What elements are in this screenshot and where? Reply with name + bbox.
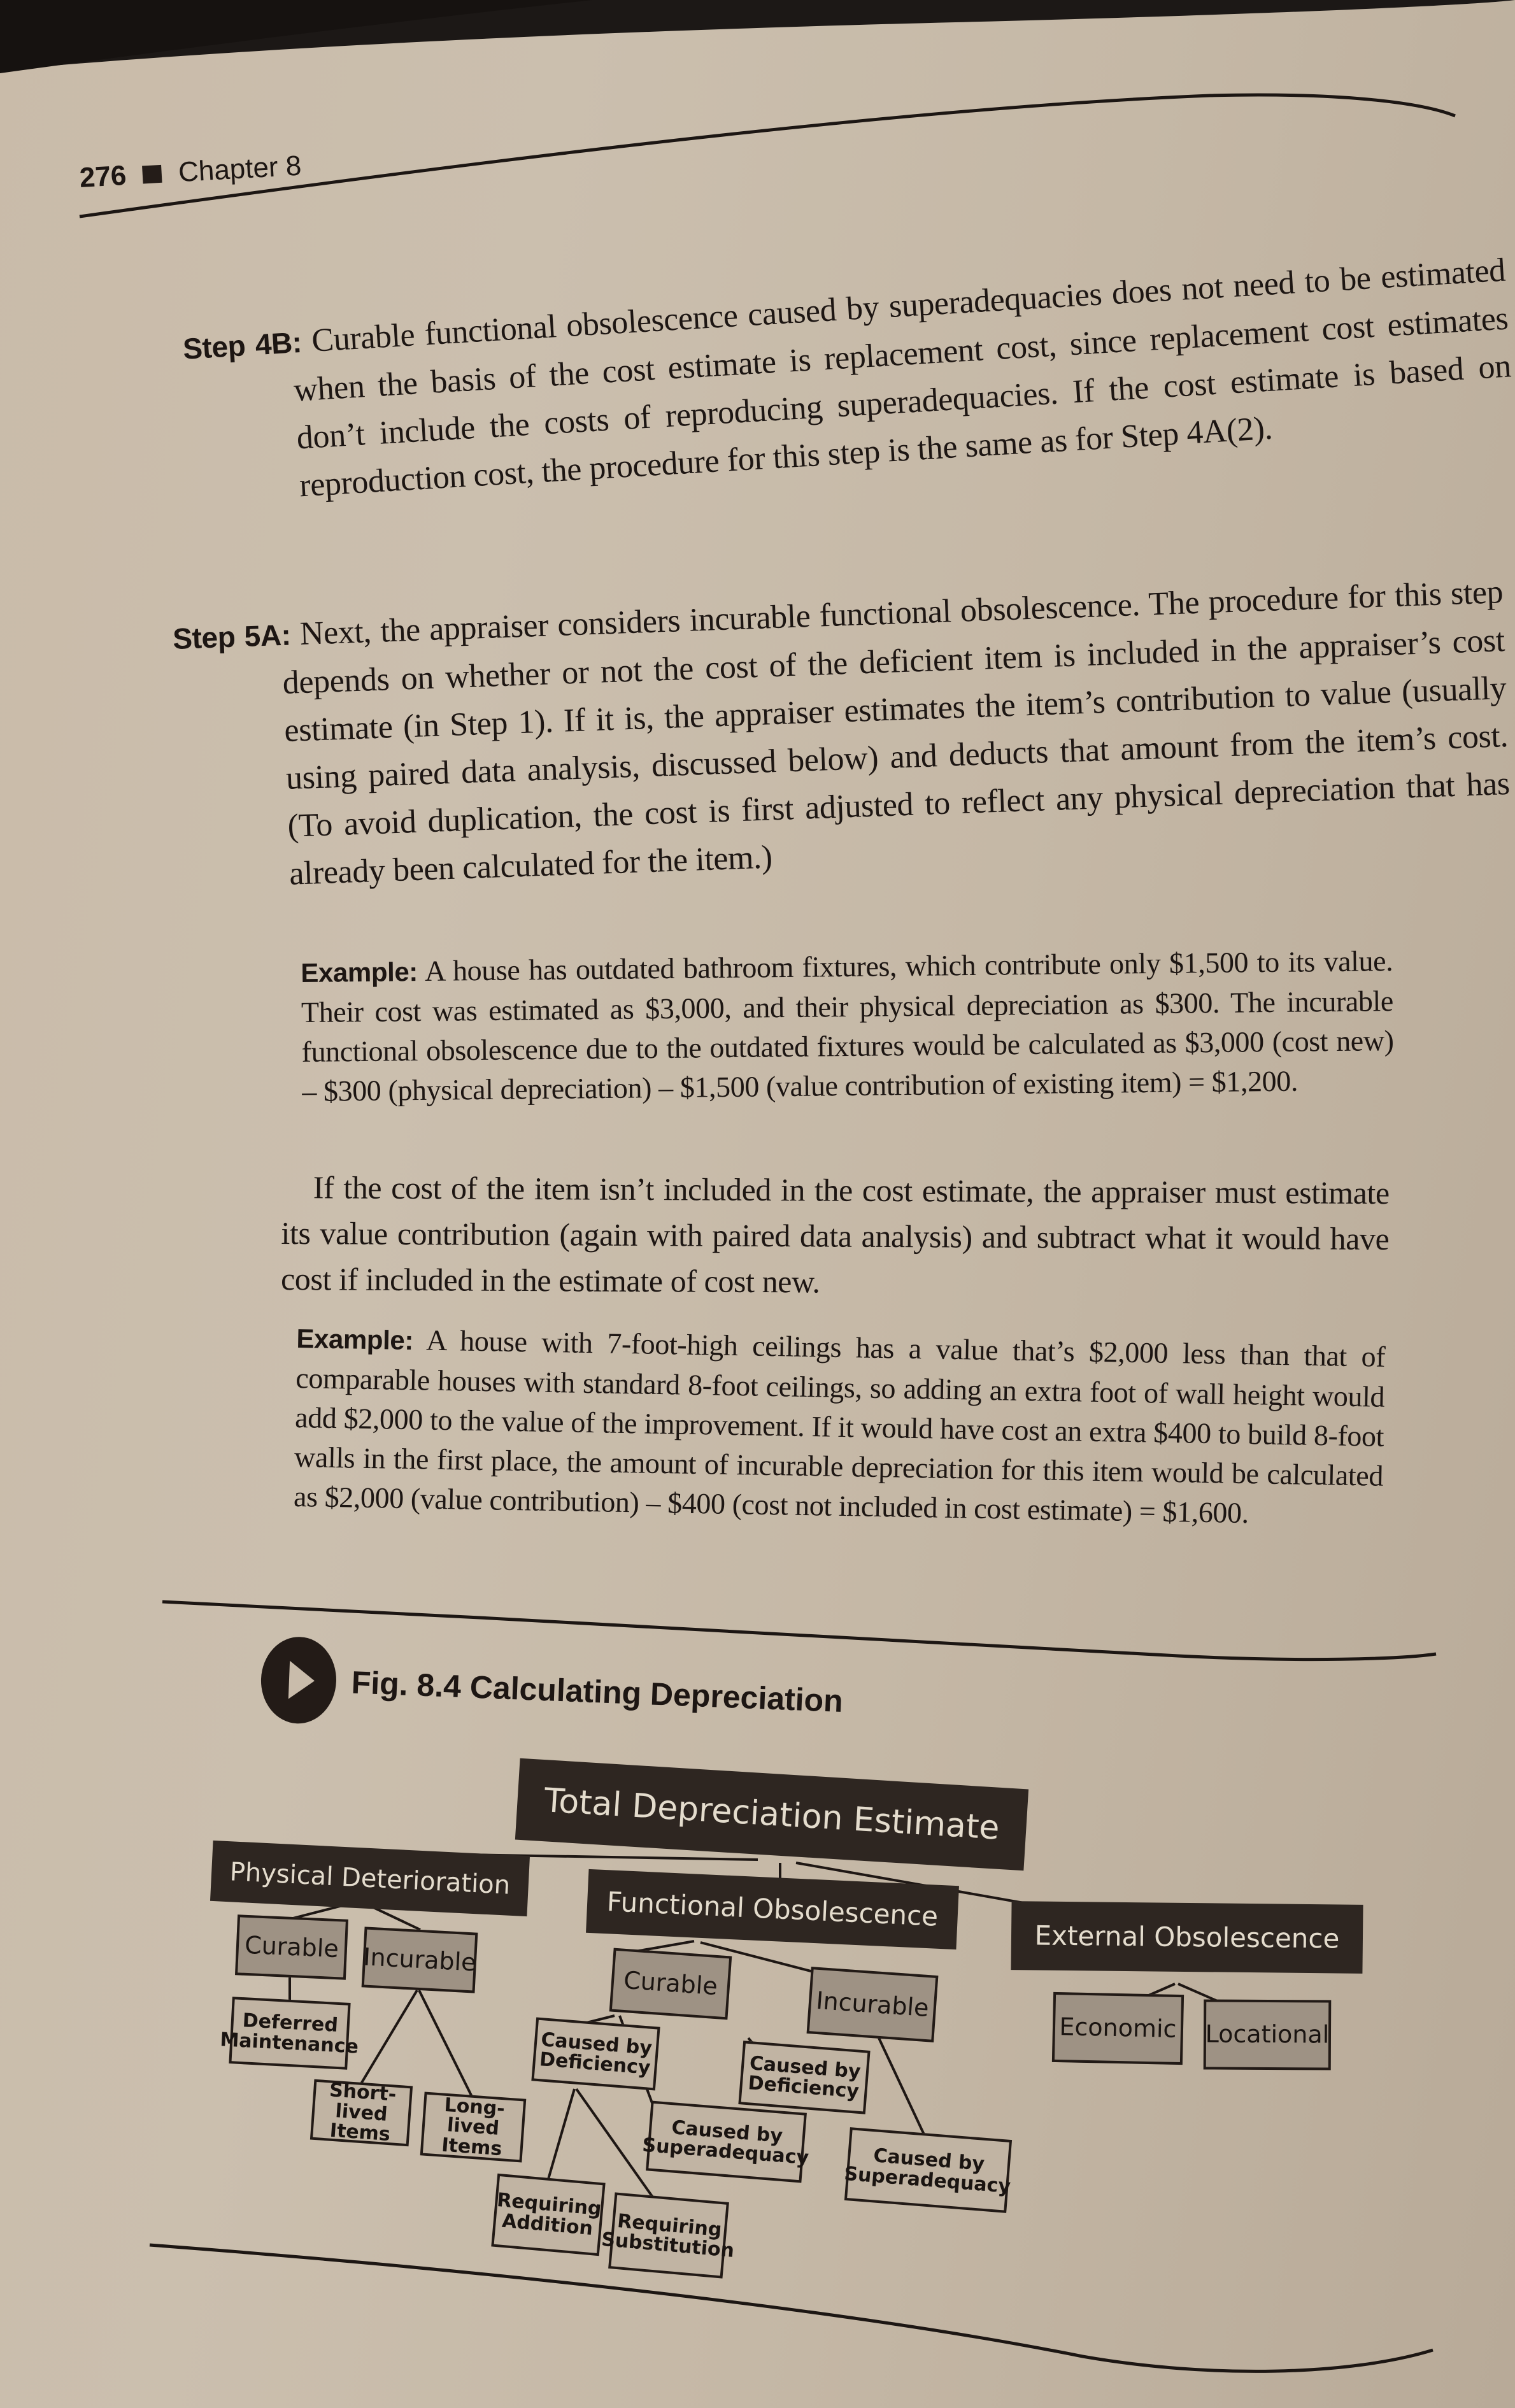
example-1-label: Example: <box>301 957 418 988</box>
node-label: Curable <box>622 1965 719 2001</box>
chapter-label: Chapter 8 <box>177 150 302 189</box>
node-label: External Obsolescence <box>1034 1920 1340 1955</box>
node-label: Short-lived Items <box>329 2079 397 2146</box>
node-label: Curable <box>244 1930 339 1963</box>
node-functional-obsolescence <box>586 1869 959 1949</box>
node-label: Deferred Maintenance <box>219 2009 359 2058</box>
node-curable-superadequacy <box>641 2101 810 2183</box>
node-functional-incurable <box>807 1967 939 2042</box>
example-2-text: A house with 7-foot-high ceilings has a value that’s $2,000 less than that of comparable houses with standard 8-foot ceilings, so adding an extra foot of wall height would add $2,000 to the value of the improvement. If it would have cost an extra $400 to build 8-foot walls in the first place, the amount of incurable depreciation for this item would be calculated as $2,000 (value contribution) – $400 (cost not included in cost estimate) = $1,600. <box>293 1323 1386 1530</box>
step-4b-text: Curable functional obsolescence caused by superadequacies does not need to be estimated when the basis of the cost estimate is replacement cost, since replacement cost estimates don’t include the costs of reproducing superadequacies. If the cost estimate is based on reproduction cost, the procedure for this step is the same as for Step 4A(2). <box>292 252 1512 504</box>
node-physical-incurable <box>362 1927 478 1993</box>
node-requiring-addition <box>491 2174 605 2256</box>
node-total-depreciation <box>515 1758 1028 1871</box>
step-5a-text: Next, the appraiser considers incurable functional obsolescence. The procedure for this step depends on whether or not the cost of the deficient item is included in the appraiser’s cost estimate (in Step 1). If it is, the appraiser estimates the item’s contribution to value (usually using paired data analysis, discussed below) and deducts that amount from the item’s cost. (To avoid duplication, the cost is first adjusted to reflect any physical depreciation that has already been calculated for the item.) <box>281 574 1511 892</box>
node-long-lived-items <box>420 2092 527 2163</box>
step-5a-label: Step 5A: <box>172 618 292 655</box>
step-4b-label: Step 4B: <box>181 325 303 366</box>
node-label: Long-lived Items <box>441 2093 506 2160</box>
node-physical-curable <box>235 1914 348 1979</box>
node-label: Total Depreciation Estimate <box>543 1781 1001 1848</box>
node-curable-deficiency <box>531 2018 660 2091</box>
node-requiring-substitution <box>600 2192 736 2278</box>
node-locational <box>1204 1999 1332 2070</box>
node-label: Requiring Substitution <box>600 2209 736 2262</box>
node-incurable-superadequacy <box>844 2127 1012 2213</box>
node-label: Requiring Addition <box>495 2188 602 2240</box>
node-external-obsolescence <box>1011 1901 1363 1974</box>
figure-title-text: Fig. 8.4 Calculating Depreciation <box>350 1664 844 1720</box>
example-1-text: A house has outdated bathroom fixtures, which contribute only $1,500 to its value. Their cost was estimated as $3,000, and their physical depreciation as $300. The incurable functional obsolescence due to the outdated fixtures would be calculated as $3,000 (cost new) – $300 (physical depreciation) – $1,500 (value contribution of existing item) = $1,200. <box>301 944 1394 1108</box>
node-label: Caused by Deficiency <box>538 2028 653 2079</box>
example-2-label: Example: <box>296 1323 414 1356</box>
node-deferred-maintenance <box>219 1997 359 2070</box>
node-label: Physical Deterioration <box>229 1856 511 1900</box>
node-label: Incurable <box>815 1986 930 2022</box>
node-label: Functional Obsolescence <box>606 1886 939 1932</box>
node-label: Caused by Deficiency <box>747 2051 862 2103</box>
node-label: Incurable <box>362 1942 477 1977</box>
node-economic <box>1052 1992 1184 2065</box>
node-label: Economic <box>1059 2013 1177 2043</box>
node-incurable-deficiency <box>738 2041 870 2114</box>
node-physical-deterioration <box>210 1841 530 1916</box>
node-label: Locational <box>1205 2020 1330 2049</box>
node-label: Caused by Superadequacy <box>641 2116 810 2170</box>
node-functional-curable <box>609 1948 732 2020</box>
not-included-text: If the cost of the item isn’t included in the cost estimate, the appraiser must estimate its value contribution (again with paired data analysis) and subtract what it would have cost if included in the estimate of cost new. <box>280 1169 1390 1300</box>
page-number: 276 <box>78 159 127 194</box>
node-label: Caused by Superadequacy <box>843 2144 1012 2198</box>
node-short-lived-items <box>310 2079 413 2147</box>
